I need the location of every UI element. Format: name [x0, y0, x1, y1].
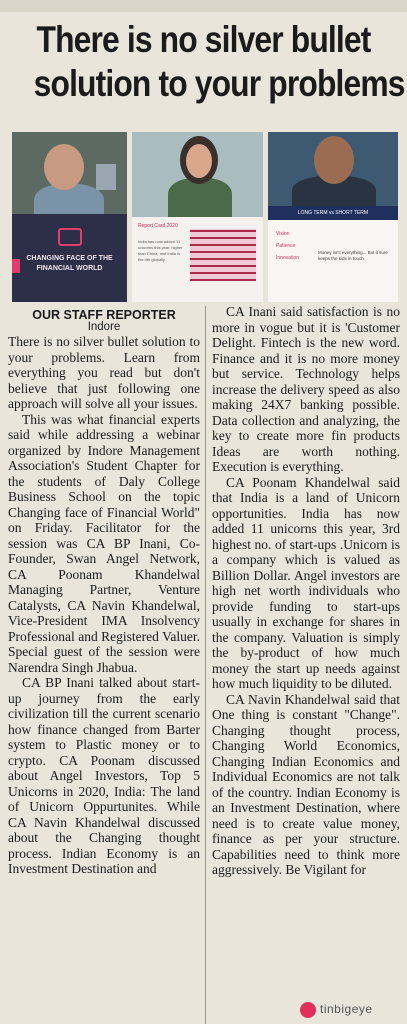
slide-note: India has now added 11 unicorns this year, higher than China, and India is the 4th globally — [138, 239, 183, 262]
article-column-left — [8, 334, 200, 877]
wall-frame — [96, 164, 116, 190]
slide-item: Innovation — [276, 255, 300, 261]
eye-logo-icon — [300, 1002, 316, 1018]
watermark-text: tinbigeye — [320, 1002, 373, 1016]
column-divider — [205, 306, 206, 1024]
slide-item: Vision — [276, 231, 290, 237]
slide-item: Patience — [276, 243, 296, 249]
headline — [33, 18, 405, 106]
webinar-photo-3 — [268, 132, 398, 302]
article-paragraph: CA Poonam Khandelwal said that India is a land of Unicorn opportunities. India has now added 11 unicorns this year, 3rd highest no. of start-ups .Unicorn is a company which is valued as Billion Dollar. Angel investors are high net worth individuals who provide funding to start-ups usually in exchange for shares in the company. Valuation is simply the by-product of how much money the start up needs against how much liquidity to be diluted. — [212, 474, 400, 691]
headline-line-2: solution to your problems — [33, 63, 405, 104]
chat-bubble-icon — [58, 228, 82, 246]
slide-title: CHANGING FACE OF THE FINANCIAL WORLD — [26, 255, 113, 272]
speaker-face — [44, 144, 84, 190]
slide-changing-face — [12, 214, 127, 302]
speaker-body — [168, 178, 232, 218]
speaker-face — [314, 136, 354, 184]
slide-heading: Report Card 2020 — [138, 223, 178, 229]
slide-long-term — [268, 206, 398, 302]
webinar-photo-1 — [12, 132, 127, 302]
slide-items — [276, 228, 316, 264]
article-paragraph: This was what financial experts said while addressing a webinar organized by Indore Management Association's Student Chapter for the students of Daly College Business School on the topic Changing face of Financial World" on Friday. Facilitator for the session was CA BP Inani, Co-Founder, Swan Angel Network, CA Poonam Khandelwal Managing Partner, Venture Catalysts, CA Navin Khandelwal, Vice-President IMA Insolvency Professional and Registered Valuer. Special guest of the session were Narendra Singh Jhabua. — [8, 411, 200, 675]
webinar-photo-2 — [132, 132, 263, 302]
byline: OUR STAFF REPORTER — [32, 308, 176, 322]
watermark — [300, 998, 405, 1022]
slide-note: Money isn't everything... But it sure keeps the kids in touch — [318, 250, 388, 261]
dateline: Indore — [87, 321, 121, 333]
article-paragraph: CA Navin Khandelwal said that One thing is constant "Change". Changing thought process, Changing World Economics, Changing Indian Economics and Individual Economics are not talk of the country. Indian Economy is an Investment Destination, where need is to create value money, finance as per your structure. Capabilities need to think more aggressively. Be Vigilant for — [212, 691, 400, 877]
article-paragraph: There is no silver bullet solution to your problems. Learn from everything you read but don't believe that just following one approach will solve all your issues. — [8, 334, 200, 411]
article-paragraph: CA BP Inani talked about start-up journey from the early civilization till the current scenario how finance changed from Barter system to Plastic money or to crypto. CA Poonam discussed about Angel Investors, Top 5 Unicorns in 2020, India: The land of Unicorn Oppurtunites. While CA Navin Khandelwal discussed about the Changing thought process. Indian Economy is an Investment Destination and — [8, 675, 200, 876]
speaker-face — [186, 144, 212, 178]
unicorn-table — [190, 229, 256, 281]
headline-line-1: There is no silver bullet — [36, 19, 371, 60]
article-paragraph: CA Inani said satisfaction is no more in vogue but it is 'Customer Delight. Fintech is the new word. Finance and it is no more money but service. Technology helps increase the delivery speed as also making 24X7 banking possible. Data collection and analyzing, the key to create more fin products Ideas are worth nothing. Execution is everything. — [212, 304, 400, 474]
top-band — [0, 0, 407, 12]
slide-report-card — [132, 217, 263, 302]
slide-header: LONG TERM vs SHORT TERM — [268, 206, 398, 220]
article-column-right — [212, 304, 400, 878]
